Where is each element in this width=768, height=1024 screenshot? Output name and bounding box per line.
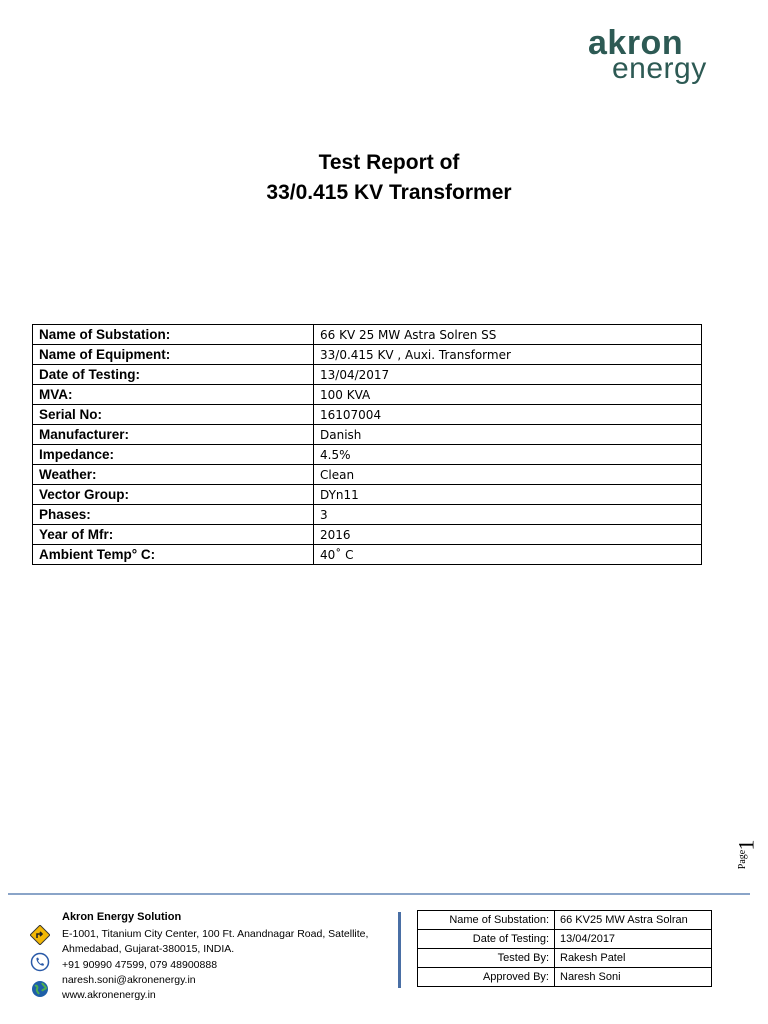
detail-row <box>33 385 702 405</box>
detail-row <box>33 465 702 485</box>
detail-value: 33/0.415 KV , Auxi. Transformer <box>314 345 702 365</box>
detail-label: Year of Mfr: <box>33 525 314 545</box>
detail-label: Vector Group: <box>33 485 314 505</box>
detail-value: DYn11 <box>314 485 702 505</box>
direction-sign-icon <box>30 925 50 945</box>
detail-value: 40˚ C <box>314 545 702 565</box>
detail-label: MVA: <box>33 385 314 405</box>
summary-label: Tested By: <box>418 949 555 968</box>
summary-value: Naresh Soni <box>555 968 712 987</box>
detail-row <box>33 545 702 565</box>
footer-email-link[interactable]: naresh.soni@akronenergy.in <box>62 974 196 986</box>
footer-address: E-1001, Titanium City Center, 100 Ft. Anandnagar Road, Satellite, Ahmedabad, Gujarat-380015, INDIA. <box>62 928 369 955</box>
company-logo <box>588 24 758 84</box>
logo-line-2: energy <box>612 52 707 85</box>
detail-row <box>33 425 702 445</box>
summary-label: Approved By: <box>418 968 555 987</box>
summary-row <box>418 911 712 930</box>
summary-label: Date of Testing: <box>418 930 555 949</box>
footer-divider <box>8 893 750 895</box>
detail-row <box>33 405 702 425</box>
detail-value: 66 KV 25 MW Astra Solren SS <box>314 325 702 345</box>
phone-icon <box>30 952 50 972</box>
detail-value: 3 <box>314 505 702 525</box>
detail-label: Phases: <box>33 505 314 525</box>
footer-website-link[interactable]: www.akronenergy.in <box>62 989 156 1001</box>
summary-row <box>418 968 712 987</box>
globe-icon <box>30 979 50 999</box>
detail-value: Danish <box>314 425 702 445</box>
report-title-line-1: Test Report of <box>318 151 460 174</box>
footer-summary-table <box>417 910 712 987</box>
detail-value: Clean <box>314 465 702 485</box>
footer-company-name: Akron Energy Solution <box>62 911 182 923</box>
detail-row <box>33 525 702 545</box>
detail-row <box>33 365 702 385</box>
detail-label: Impedance: <box>33 445 314 465</box>
detail-row <box>33 505 702 525</box>
logo-line-1: akron <box>588 24 684 62</box>
detail-label: Serial No: <box>33 405 314 425</box>
detail-label: Date of Testing: <box>33 365 314 385</box>
page-label: Page <box>737 849 749 870</box>
detail-value: 13/04/2017 <box>314 365 702 385</box>
detail-row <box>33 445 702 465</box>
detail-row <box>33 345 702 365</box>
summary-value: Rakesh Patel <box>555 949 712 968</box>
detail-row <box>33 485 702 505</box>
summary-row <box>418 949 712 968</box>
footer-accent-bar <box>398 912 401 988</box>
detail-label: Manufacturer: <box>33 425 314 445</box>
detail-label: Weather: <box>33 465 314 485</box>
detail-value: 100 KVA <box>314 385 702 405</box>
summary-row <box>418 930 712 949</box>
report-title-line-2: 33/0.415 KV Transformer <box>266 181 512 204</box>
footer-phone: +91 90990 47599, 079 48900888 <box>62 959 218 971</box>
page-number-value: 1 <box>733 839 759 851</box>
detail-value: 4.5% <box>314 445 702 465</box>
detail-label: Name of Equipment: <box>33 345 314 365</box>
detail-value: 2016 <box>314 525 702 545</box>
detail-value: 16107004 <box>314 405 702 425</box>
page-number <box>733 832 761 872</box>
detail-label: Name of Substation: <box>33 325 314 345</box>
summary-value: 13/04/2017 <box>555 930 712 949</box>
report-title <box>0 148 768 208</box>
summary-label: Name of Substation: <box>418 911 555 930</box>
equipment-details-table <box>32 324 702 565</box>
detail-label: Ambient Temp° C: <box>33 545 314 565</box>
summary-value: 66 KV25 MW Astra Solran <box>555 911 712 930</box>
detail-row <box>33 325 702 345</box>
